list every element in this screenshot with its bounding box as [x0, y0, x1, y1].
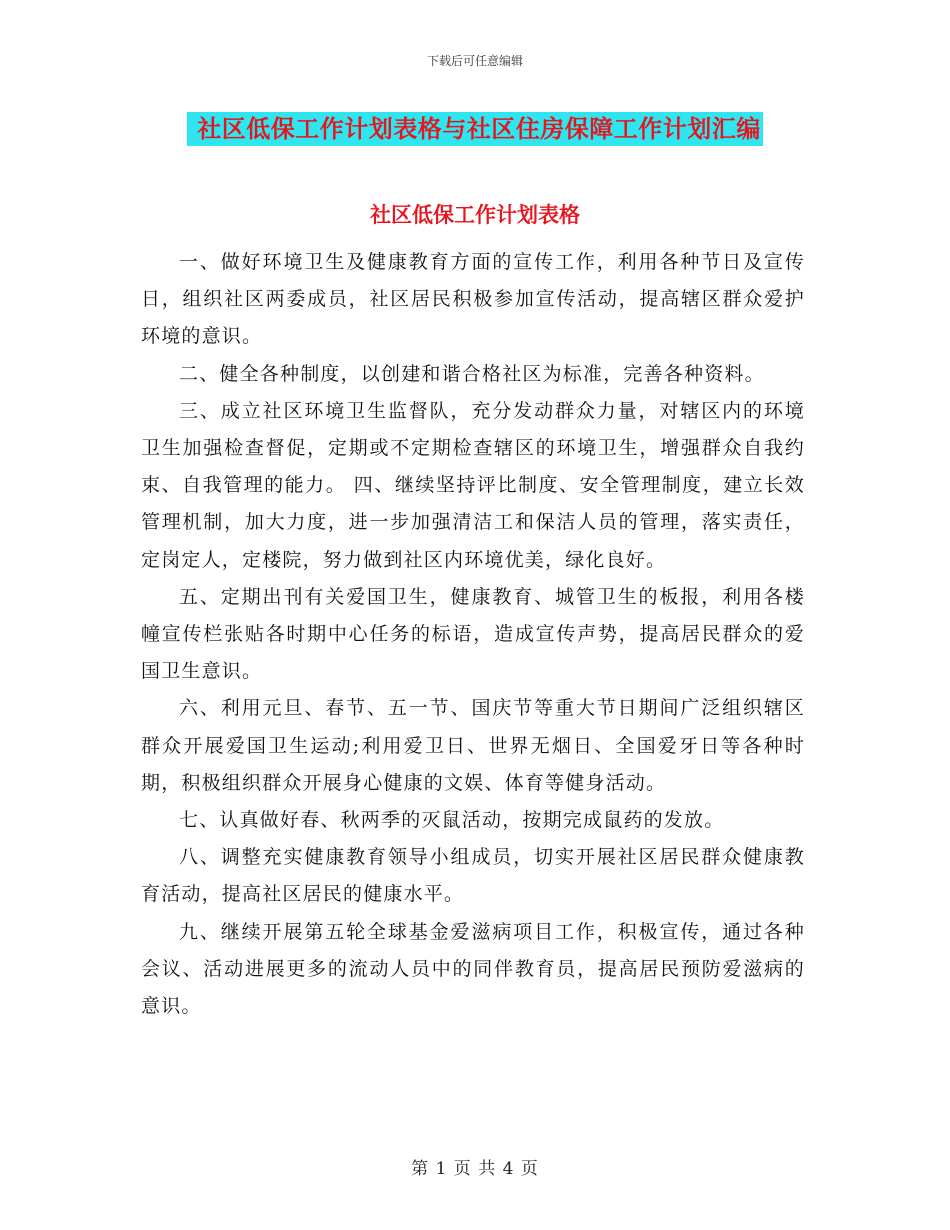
paragraph-2: 二、健全各种制度，以创建和谐合格社区为标准，完善各种资料。 [179, 362, 765, 385]
paragraph-6: 七、认真做好春、秋两季的灭鼠活动，按期完成鼠药的发放。 [179, 809, 725, 832]
body-text [141, 244, 805, 1025]
document-title: 社区低保工作计划表格与社区住房保障工作计划汇编 [187, 112, 763, 146]
document-title-container [0, 112, 950, 146]
header-note: 下载后可任意编辑 [426, 54, 523, 68]
paragraph-7: 八、调整充实健康教育领导小组成员，切实开展社区居民群众健康教育活动，提高社区居民的健康水平。 [141, 846, 805, 906]
paragraph-1: 一、做好环境卫生及健康教育方面的宣传工作，利用各种节日及宣传日，组织社区两委成员，社区居民积极参加宣传活动，提高辖区群众爱护环境的意识。 [141, 251, 805, 348]
paragraph-8: 九、继续开展第五轮全球基金爱滋病项目工作，积极宣传，通过各种会议、活动进展更多的流动人员中的同伴教育员，提高居民预防爱滋病的意识。 [141, 920, 805, 1018]
paragraph-5: 六、利用元旦、春节、五一节、国庆节等重大节日期间广泛组织辖区群众开展爱国卫生运动;利用爱卫日、世界无烟日、全国爱牙日等各种时期，积极组织群众开展身心健康的文娱、体育等健身活动。 [141, 697, 805, 794]
section-title: 社区低保工作计划表格 [370, 203, 580, 227]
page-number-footer: 第 1 页 共 4 页 [411, 1159, 539, 1179]
paragraph-3: 三、成立社区环境卫生监督队，充分发动群众力量，对辖区内的环境卫生加强检查督促，定期或不定期检查辖区的环境卫生，增强群众自我约束、自我管理的能力。 四、继续坚持评比制度、安全管理制度，建立长效管理机制，加大力度，进一步加强清洁工和保洁人员的管理，落实责任，定岗定人，定楼院，努力做到社区内环境优美，绿化良好。 [141, 399, 805, 571]
paragraph-4: 五、定期出刊有关爱国卫生，健康教育、城管卫生的板报，利用各楼幢宣传栏张贴各时期中心任务的标语，造成宣传声势，提高居民群众的爱国卫生意识。 [141, 585, 805, 683]
